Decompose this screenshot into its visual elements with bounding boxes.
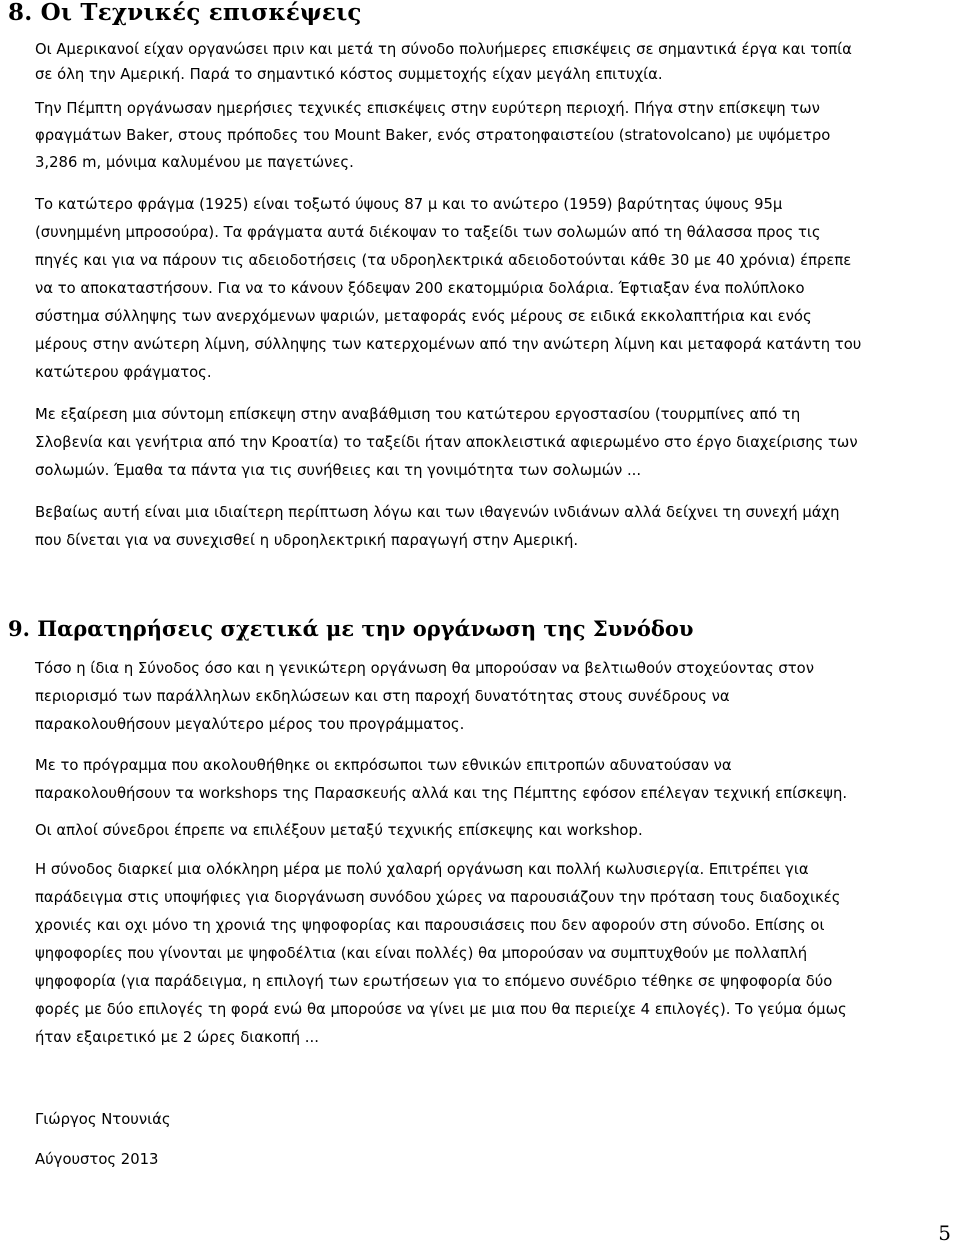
text-line: φορές με δύο επιλογές τη φορά ενώ θα μπορούσε να γίνει με μια που θα περιείχε 4 επιλογές). Το γεύμα όμως — [35, 1001, 847, 1018]
text-line: Βεβαίως αυτή είναι μια ιδιαίτερη περίπτωση λόγω και των ιθαγενών ινδιάνων αλλά δείχνει τη συνεχή μάχη — [35, 504, 840, 521]
text-line: ψηφοφορία (για παράδειγμα, η επιλογή των ερωτήσεων για το επόμενο συνέδριο τέθηκε σε ψηφοφορία δύο — [35, 973, 833, 990]
text-line: Σλοβενία και γενήτρια από την Κροατία) το ταξείδι ήταν αποκλειστικά αφιερωμένο στο έργο διαχείρισης των — [35, 434, 858, 451]
text-line: Οι Αμερικανοί είχαν οργανώσει πριν και μετά τη σύνοδο πολυήμερες επισκέψεις σε σημαντικά έργα και τοπία — [35, 41, 852, 58]
text-line: μέρους στην ανώτερη λίμνη, σύλληψης των κατερχομένων από την ανώτερη λίμνη και μεταφορά κατάντη του — [35, 336, 862, 353]
text-line: φραγμάτων Baker, στους πρόποδες του Mount Baker, ενός στρατοηφαιστείου (stratovolcano) με υψόμετρο — [35, 127, 831, 144]
text-line: (συνημμένη μπροσούρα). Τα φράγματα αυτά διέκοψαν το ταξείδι των σολωμών από τη θάλασσα προς τις — [35, 224, 821, 241]
author-name: Γιώργος Ντουνιάς — [35, 1111, 171, 1128]
text-line: Η σύνοδος διαρκεί μια ολόκληρη μέρα με πολύ χαλαρή οργάνωση και πολλή κωλυσιεργία. Επιτρέπει για — [35, 861, 809, 878]
text-line: 3,286 m, μόνιμα καλυμένου με παγετώνες. — [35, 154, 354, 171]
text-line: χρονιές και οχι μόνο τη χρονιά της ψηφοφορίας και παρουσιάσεις που δεν αφορούν στη σύνοδο. Επίσης οι — [35, 917, 825, 934]
text-line: να το αποκαταστήσουν. Για να το κάνουν ξόδεψαν 200 εκατομμύρια δολάρια. Έφτιαξαν ένα πολύπλοκο — [35, 280, 805, 297]
text-line: που δίνεται για να συνεχισθεί η υδροηλεκτρική παραγωγή στην Αμερική. — [35, 532, 579, 549]
text-line: παρακολουθήσουν τα workshops της Παρασκευής αλλά και της Πέμπτης εφόσον επέλεγαν τεχνική επίσκεψη. — [35, 785, 848, 802]
text-line: Οι απλοί σύνεδροι έπρεπε να επιλέξουν μεταξύ τεχνικής επίσκεψης και workshop. — [35, 822, 643, 839]
text-line: σύστημα σύλληψης των ανερχόμενων ψαριών, μεταφοράς ενός μέρους σε ειδικά εκκολαπτήρια και ενός — [35, 308, 812, 325]
text-line: ήταν εξαιρετικό με 2 ώρες διακοπή ... — [35, 1029, 319, 1046]
section-8-heading: 8. Οι Τεχνικές επισκέψεις — [8, 0, 362, 26]
text-line: περιορισμό των παράλληλων εκδηλώσεων και στη παροχή δυνατότητας στους συνέδρους να — [35, 688, 730, 705]
text-line: πηγές και για να πάρουν τις αδειοδοτήσεις (τα υδροηλεκτρικά αδειοδοτούνται κάθε 30 με 40 χρόνια) έπρεπε — [35, 252, 852, 269]
text-line: παράδειγμα στις υποψήφιες για διοργάνωση συνόδου χώρες να παρουσιάζουν την πρόταση τους διαδοχικές — [35, 889, 841, 906]
signature-date: Αύγουστος 2013 — [35, 1151, 159, 1168]
text-line: Τόσο η ίδια η Σύνοδος όσο και η γενικώτερη οργάνωση θα μπορούσαν να βελτιωθούν στοχεύοντας στον — [35, 660, 814, 677]
text-line: σε όλη την Αμερική. Παρά το σημαντικό κόστος συμμετοχής είχαν μεγάλη επιτυχία. — [35, 66, 663, 83]
text-line: σολωμών. Έμαθα τα πάντα για τις συνήθειες και τη γονιμότητα των σολωμών ... — [35, 462, 642, 479]
text-line: ψηφοφορίες που γίνονται με ψηφοδέλτια (και είναι πολλές) θα μπορούσαν να συμπτυχθούν με πολλαπλή — [35, 945, 808, 962]
text-line: Με εξαίρεση μια σύντομη επίσκεψη στην αναβάθμιση του κατώτερου εργοστασίου (τουρμπίνες από τη — [35, 406, 801, 423]
page-number: 5 — [938, 1221, 951, 1245]
text-line: κατώτερου φράγματος. — [35, 364, 212, 381]
text-line: παρακολουθήσουν μεγαλύτερο μέρος του προγράμματος. — [35, 716, 465, 733]
text-line: Με το πρόγραμμα που ακολουθήθηκε οι εκπρόσωποι των εθνικών επιτροπών αδυνατούσαν να — [35, 757, 732, 774]
section-9-heading: 9. Παρατηρήσεις σχετικά με την οργάνωση της Συνόδου — [8, 616, 694, 641]
text-line: Το κατώτερο φράγμα (1925) είναι τοξωτό ύψους 87 μ και το ανώτερο (1959) βαρύτητας ύψους 95μ — [35, 196, 783, 213]
text-line: Την Πέμπτη οργάνωσαν ημερήσιες τεχνικές επισκέψεις στην ευρύτερη περιοχή. Πήγα στην επίσκεψη των — [35, 100, 820, 117]
